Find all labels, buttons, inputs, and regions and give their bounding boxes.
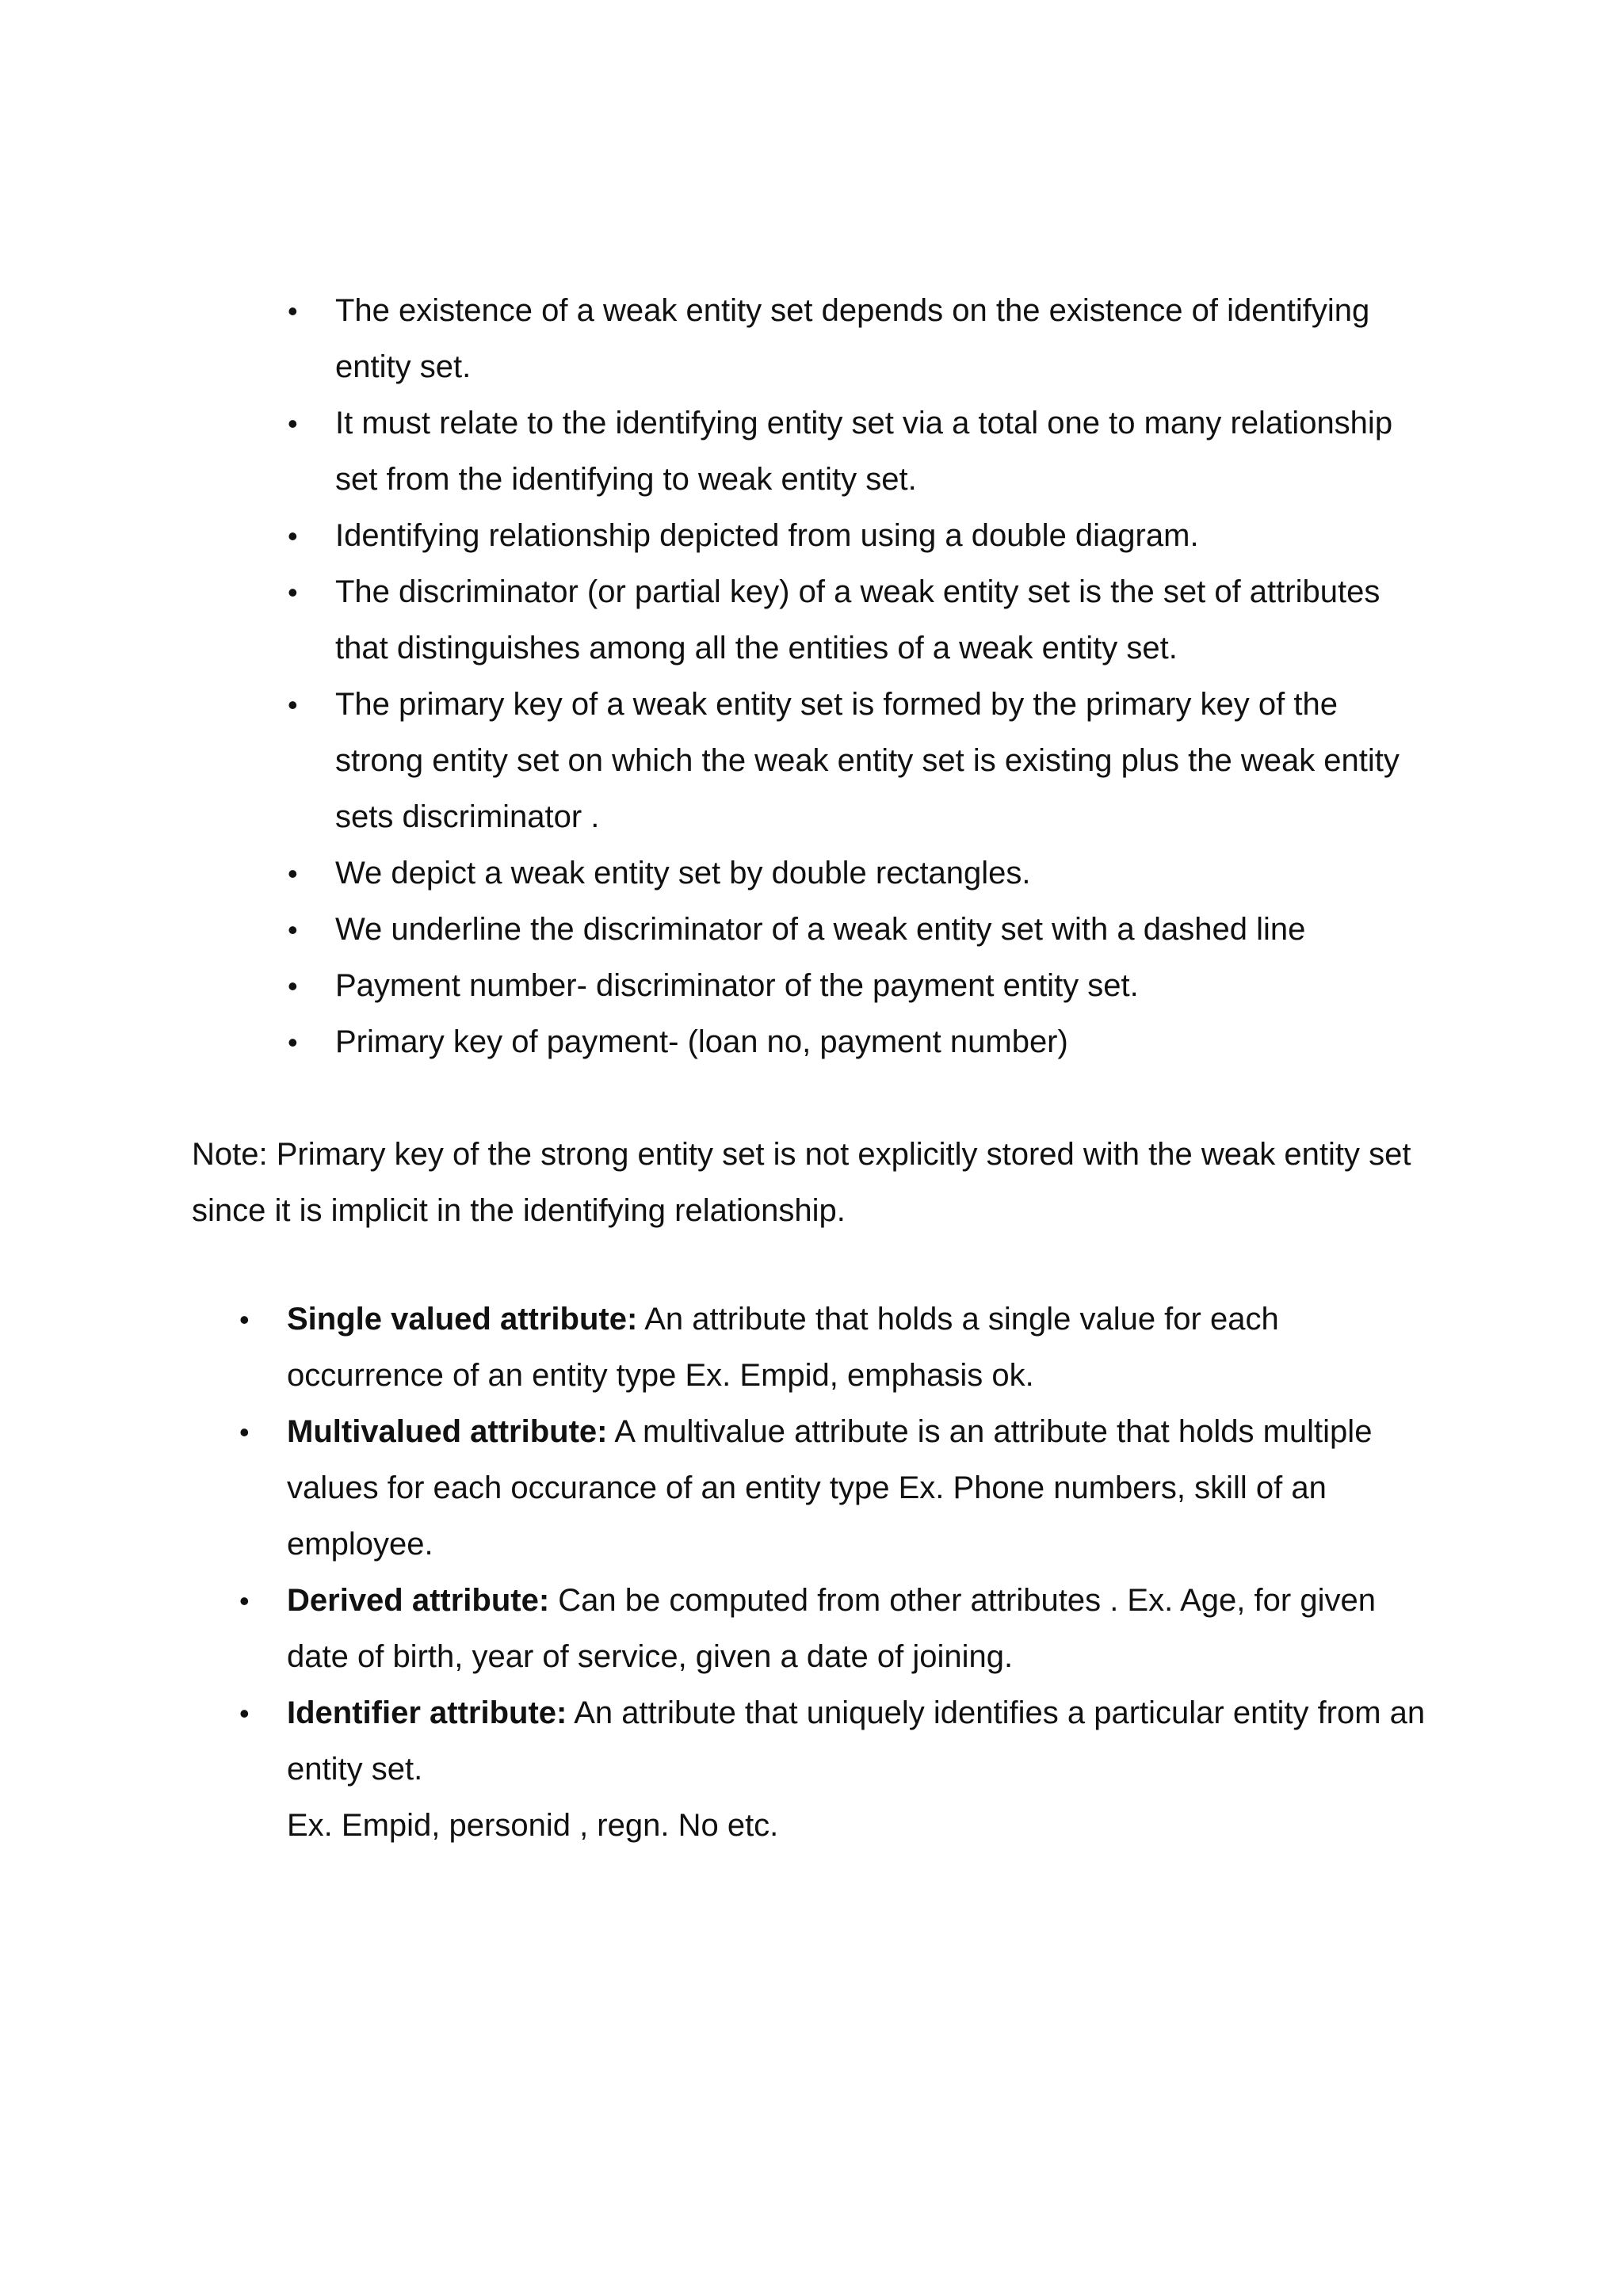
bullet-icon: • xyxy=(288,688,298,721)
list-item xyxy=(288,564,1445,677)
attribute-line: occurrence of an entity type Ex. Empid, emphasis ok. xyxy=(287,1358,1034,1393)
attribute-first-line xyxy=(287,1404,1476,1460)
bullet-icon: • xyxy=(288,857,298,890)
list-item-line: We depict a weak entity set by double rectangles. xyxy=(335,856,1031,891)
bullet-icon: • xyxy=(239,1303,250,1336)
list-item xyxy=(288,677,1445,845)
weak-entity-list xyxy=(288,283,1445,1070)
list-item xyxy=(288,958,1445,1014)
bullet-icon: • xyxy=(239,1416,250,1448)
list-item-line: strong entity set on which the weak entity set is existing plus the weak entity xyxy=(335,743,1400,778)
list-item xyxy=(288,845,1445,902)
list-item-line: The discriminator (or partial key) of a weak entity set is the set of attributes xyxy=(335,574,1381,609)
attribute-first-line xyxy=(287,1573,1476,1629)
list-item-line: Primary key of payment- (loan no, payment number) xyxy=(335,1024,1068,1059)
attribute-description: An attribute that holds a single value for each xyxy=(637,1302,1279,1337)
attribute-first-line xyxy=(287,1685,1476,1741)
list-item-line: entity set. xyxy=(335,349,472,384)
attribute-description: An attribute that uniquely identifies a particular entity from an xyxy=(567,1695,1426,1730)
note-line: Note: Primary key of the strong entity set is not explicitly stored with the weak entity set xyxy=(192,1137,1411,1172)
list-item-line: It must relate to the identifying entity set via a total one to many relationship xyxy=(335,406,1393,441)
attribute-line: employee. xyxy=(287,1527,433,1562)
list-item-line: that distinguishes among all the entities of a weak entity set. xyxy=(335,631,1178,666)
list-item-line: sets discriminator . xyxy=(335,799,600,834)
list-item-line: We underline the discriminator of a weak entity set with a dashed line xyxy=(335,912,1306,947)
attribute-description: A multivalue attribute is an attribute that holds multiple xyxy=(607,1414,1373,1449)
bullet-icon: • xyxy=(288,295,298,327)
note-line: since it is implicit in the identifying relationship. xyxy=(192,1193,846,1228)
attribute-term: Multivalued attribute: xyxy=(287,1414,608,1449)
list-item xyxy=(288,902,1445,958)
attribute-line: Ex. Empid, personid , regn. No etc. xyxy=(287,1808,779,1843)
list-item xyxy=(288,395,1445,508)
bullet-icon: • xyxy=(239,1697,250,1730)
attribute-line: date of birth, year of service, given a date of joining. xyxy=(287,1639,1014,1674)
attribute-item xyxy=(239,1573,1476,1685)
bullet-icon: • xyxy=(288,1026,298,1058)
attribute-term: Identifier attribute: xyxy=(287,1695,567,1730)
bullet-icon: • xyxy=(239,1585,250,1617)
bullet-icon: • xyxy=(288,407,298,440)
attribute-line: entity set. xyxy=(287,1752,423,1787)
list-item-line: Identifying relationship depicted from using a double diagram. xyxy=(335,518,1199,553)
attribute-item xyxy=(239,1291,1476,1404)
list-item xyxy=(288,508,1445,564)
attribute-line: values for each occurance of an entity type Ex. Phone numbers, skill of an xyxy=(287,1470,1327,1505)
list-item-line: set from the identifying to weak entity set. xyxy=(335,462,917,497)
attribute-item xyxy=(239,1685,1476,1854)
note-paragraph xyxy=(192,1127,1476,1239)
list-item-line: The primary key of a weak entity set is formed by the primary key of the xyxy=(335,687,1338,722)
attribute-description: Can be computed from other attributes . Ex. Age, for given xyxy=(549,1583,1376,1618)
attribute-term: Derived attribute: xyxy=(287,1583,550,1618)
bullet-icon: • xyxy=(288,970,298,1002)
attribute-term: Single valued attribute: xyxy=(287,1302,638,1337)
attribute-item xyxy=(239,1404,1476,1573)
bullet-icon: • xyxy=(288,520,298,552)
list-item xyxy=(288,1014,1445,1070)
list-item-line: The existence of a weak entity set depends on the existence of identifying xyxy=(335,293,1370,328)
bullet-icon: • xyxy=(288,576,298,608)
attribute-list xyxy=(239,1291,1476,1854)
attribute-first-line xyxy=(287,1291,1476,1348)
list-item xyxy=(288,283,1445,395)
bullet-icon: • xyxy=(288,913,298,946)
list-item-line: Payment number- discriminator of the payment entity set. xyxy=(335,968,1139,1003)
